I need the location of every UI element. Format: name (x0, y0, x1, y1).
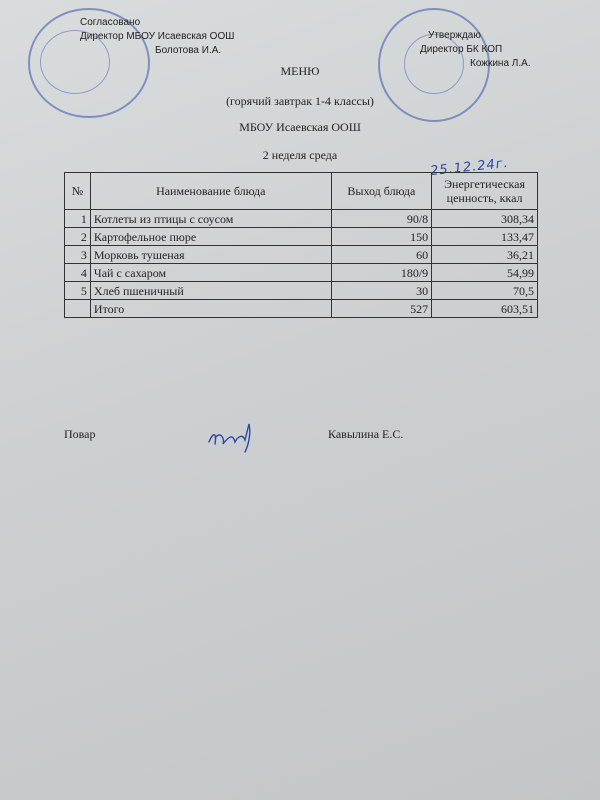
row-output: 60 (331, 246, 432, 264)
row-output: 180/9 (331, 264, 432, 282)
confirm-name: Кожкина Л.А. (470, 58, 531, 69)
menu-table (64, 172, 538, 318)
handwritten-date: 25.12.24г. (429, 155, 510, 180)
approval-name: Болотова И.А. (155, 45, 222, 56)
table-header-row (65, 173, 538, 210)
cook-name: Кавылина Е.С. (328, 427, 404, 441)
total-label: Итого (90, 300, 331, 318)
school-name: МБОУ Исаевская ООШ (239, 120, 361, 134)
total-output: 527 (331, 300, 432, 318)
document-title: МЕНЮ (280, 64, 320, 78)
table-row (65, 228, 538, 246)
row-number: 2 (65, 228, 91, 246)
row-dish-name: Картофельное пюре (90, 228, 331, 246)
row-energy: 36,21 (432, 246, 538, 264)
row-number: 1 (65, 210, 91, 228)
header-dish-name: Наименование блюда (90, 173, 331, 210)
confirm-position: Директор БК КОП (420, 44, 503, 55)
row-dish-name: Хлеб пшеничный (90, 282, 331, 300)
header-energy: Энергетическая ценность, ккал (432, 173, 538, 210)
table-total-row (65, 300, 538, 318)
row-output: 150 (331, 228, 432, 246)
row-energy: 54,99 (432, 264, 538, 282)
approval-label: Согласовано (80, 17, 141, 28)
table-row (65, 246, 538, 264)
cook-signature (205, 418, 265, 454)
table-row (65, 282, 538, 300)
row-number: 4 (65, 264, 91, 282)
row-energy: 70,5 (432, 282, 538, 300)
row-dish-name: Чай с сахаром (90, 264, 331, 282)
approval-position: Директор МБОУ Исаевская ООШ (80, 31, 235, 42)
row-energy: 133,47 (432, 228, 538, 246)
header-number: № (65, 173, 91, 210)
week-day: 2 неделя среда (262, 148, 338, 162)
row-output: 90/8 (331, 210, 432, 228)
row-dish-name: Котлеты из птицы с соусом (90, 210, 331, 228)
total-empty-cell (65, 300, 91, 318)
table-row (65, 210, 538, 228)
confirm-label: Утверждаю (428, 30, 481, 41)
cook-role: Повар (64, 427, 96, 441)
row-output: 30 (331, 282, 432, 300)
table-row (65, 264, 538, 282)
row-dish-name: Морковь тушеная (90, 246, 331, 264)
row-energy: 308,34 (432, 210, 538, 228)
document-subtitle: (горячий завтрак 1-4 классы) (226, 94, 374, 108)
row-number: 5 (65, 282, 91, 300)
row-number: 3 (65, 246, 91, 264)
total-energy: 603,51 (432, 300, 538, 318)
header-output: Выход блюда (331, 173, 432, 210)
